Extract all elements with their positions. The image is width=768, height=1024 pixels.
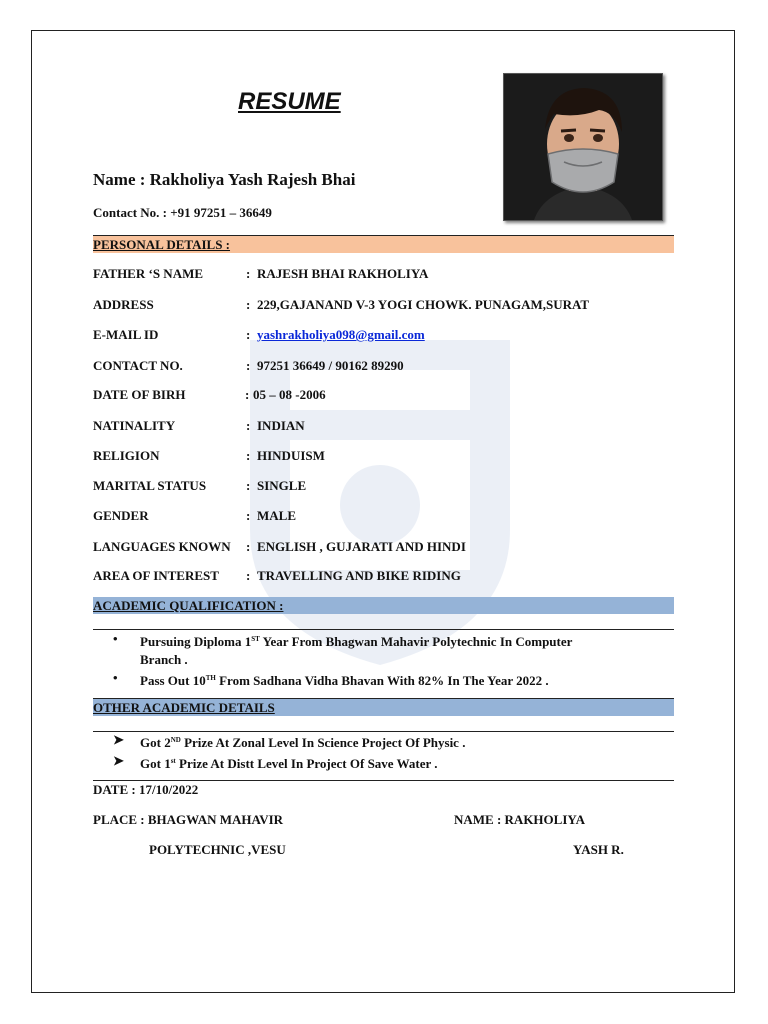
footer-name: NAME : RAKHOLIYA	[454, 812, 585, 827]
candidate-contact: Contact No. : +91 97251 – 36649	[93, 205, 272, 220]
detail-value: 97251 36649 / 90162 89290	[257, 358, 404, 373]
candidate-name: Name : Rakholiya Yash Rajesh Bhai	[93, 170, 356, 189]
detail-label: DATE OF BIRH	[93, 387, 186, 402]
email-link[interactable]: yashrakholiya098@gmail.com	[257, 327, 425, 342]
arrow-bullet-icon: ➤	[113, 753, 124, 768]
detail-value: INDIAN	[257, 418, 305, 433]
academic-qualification-heading: ACADEMIC QUALIFICATION :	[93, 597, 674, 614]
detail-label: AREA OF INTEREST	[93, 568, 219, 583]
detail-label: RELIGION	[93, 448, 160, 463]
academic-list	[113, 630, 658, 690]
detail-value: 229,GAJANAND V-3 YOGI CHOWK. PUNAGAM,SURAT	[257, 297, 590, 312]
detail-label: GENDER	[93, 508, 149, 523]
other-academic-heading: OTHER ACADEMIC DETAILS	[93, 699, 674, 716]
divider	[93, 780, 674, 781]
detail-label: E-MAIL ID	[93, 327, 159, 342]
detail-value: MALE	[257, 508, 296, 523]
detail-label: MARITAL STATUS	[93, 478, 207, 493]
bullet-icon: •	[113, 631, 118, 646]
detail-value: 05 – 08 -2006	[253, 387, 326, 402]
detail-value: TRAVELLING AND BIKE RIDING	[257, 568, 461, 583]
list-item: • Pursuing Diploma 1ST Year From Bhagwan Mahavir Polytechnic In Computer Branch .	[113, 631, 573, 667]
bullet-icon: •	[113, 670, 118, 685]
footer-name-cont: YASH R.	[573, 842, 624, 857]
detail-value: HINDUISM	[257, 448, 325, 463]
detail-value: SINGLE	[257, 478, 307, 493]
arrow-bullet-icon: ➤	[113, 732, 124, 747]
detail-label: CONTACT NO.	[93, 358, 183, 373]
footer-place: PLACE : BHAGWAN MAHAVIR	[93, 812, 284, 827]
footer-date: DATE : 17/10/2022	[93, 782, 199, 797]
list-item: ➤ Got 2ND Prize At Zonal Level In Science Project Of Physic .	[113, 732, 466, 750]
list-item: ➤ Got 1st Prize At Distt Level In Project Of Save Water .	[113, 753, 438, 771]
detail-label: NATINALITY	[93, 418, 176, 433]
other-academic-list	[113, 731, 658, 773]
profile-photo	[503, 73, 663, 221]
avatar-illustration	[504, 74, 662, 220]
footer-place-cont: POLYTECHNIC ,VESU	[149, 842, 286, 857]
resume-title: RESUME	[238, 88, 341, 115]
detail-value: RAJESH BHAI RAKHOLIYA	[257, 266, 429, 281]
detail-label: FATHER ‘S NAME	[93, 266, 204, 281]
detail-label: LANGUAGES KNOWN	[93, 539, 231, 554]
detail-value: ENGLISH , GUJARATI AND HINDI	[257, 539, 466, 554]
list-item: • Pass Out 10TH From Sadhana Vidha Bhavan With 82% In The Year 2022 .	[113, 670, 549, 688]
detail-label: ADDRESS	[93, 297, 154, 312]
personal-details-heading: PERSONAL DETAILS :	[93, 236, 674, 253]
